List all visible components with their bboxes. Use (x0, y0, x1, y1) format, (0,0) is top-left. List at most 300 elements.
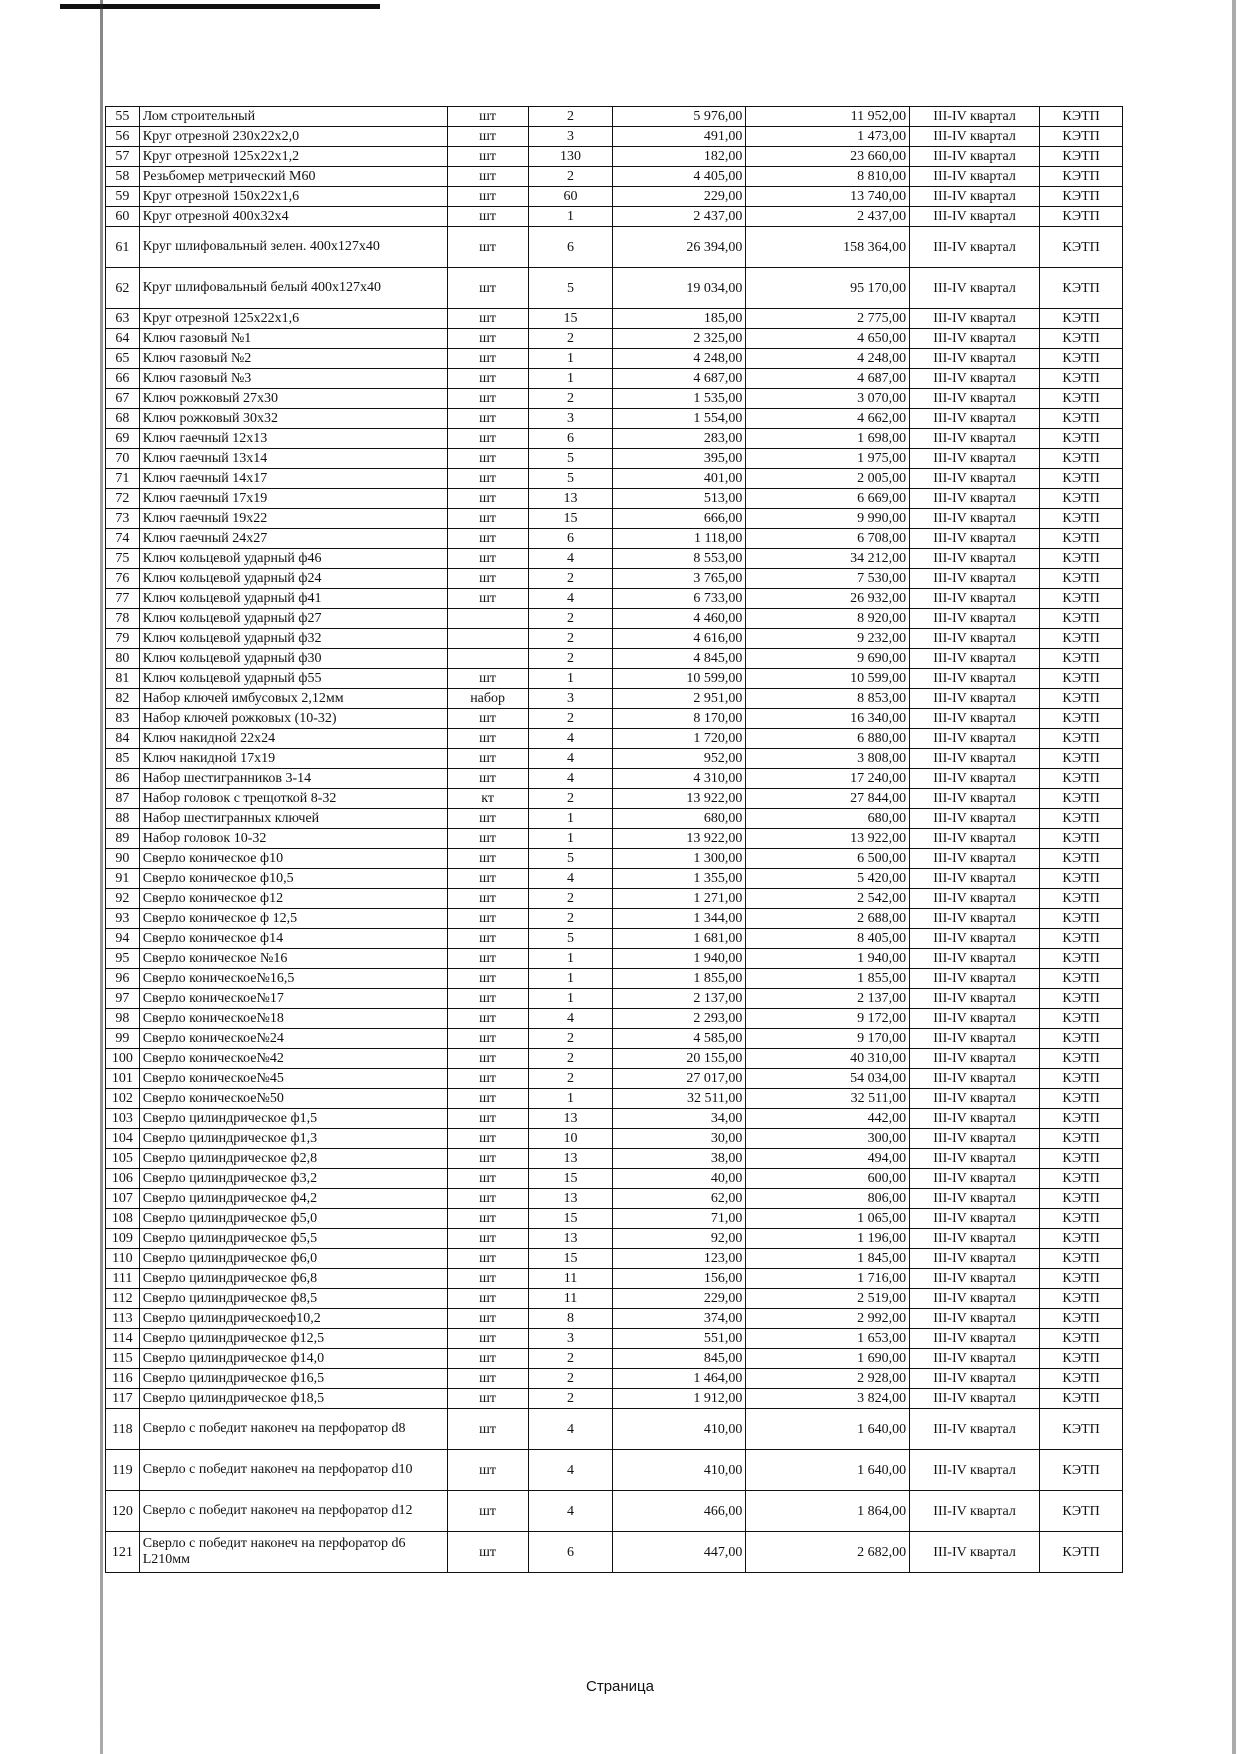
item-total: 10 599,00 (746, 669, 910, 689)
item-price: 2 325,00 (613, 329, 746, 349)
department-code: КЭТП (1040, 789, 1123, 809)
item-price: 13 922,00 (613, 829, 746, 849)
item-price: 4 616,00 (613, 629, 746, 649)
item-unit: шт (447, 409, 528, 429)
table-row (106, 429, 1123, 449)
row-number: 117 (106, 1389, 140, 1409)
item-name: Круг шлифовальный белый 400х127х40 (139, 268, 447, 309)
item-total: 3 808,00 (746, 749, 910, 769)
item-total: 2 542,00 (746, 889, 910, 909)
delivery-period: III-IV квартал (910, 689, 1040, 709)
delivery-period: III-IV квартал (910, 1329, 1040, 1349)
table-row (106, 207, 1123, 227)
item-name: Ключ гаечный 24х27 (139, 529, 447, 549)
delivery-period: III-IV квартал (910, 1309, 1040, 1329)
item-total: 6 500,00 (746, 849, 910, 869)
item-quantity: 8 (528, 1309, 613, 1329)
item-price: 845,00 (613, 1349, 746, 1369)
table-row (106, 769, 1123, 789)
item-total: 4 687,00 (746, 369, 910, 389)
department-code: КЭТП (1040, 889, 1123, 909)
table-row (106, 749, 1123, 769)
row-number: 107 (106, 1189, 140, 1209)
item-price: 2 293,00 (613, 1009, 746, 1029)
table-row (106, 349, 1123, 369)
item-price: 374,00 (613, 1309, 746, 1329)
department-code: КЭТП (1040, 1109, 1123, 1129)
item-name: Ключ накидной 22х24 (139, 729, 447, 749)
row-number: 100 (106, 1049, 140, 1069)
row-number: 101 (106, 1069, 140, 1089)
department-code: КЭТП (1040, 1450, 1123, 1491)
delivery-period: III-IV квартал (910, 829, 1040, 849)
item-quantity: 2 (528, 649, 613, 669)
item-total: 9 990,00 (746, 509, 910, 529)
item-price: 229,00 (613, 1289, 746, 1309)
department-code: КЭТП (1040, 309, 1123, 329)
delivery-period: III-IV квартал (910, 469, 1040, 489)
item-total: 4 248,00 (746, 349, 910, 369)
item-price: 62,00 (613, 1189, 746, 1209)
item-unit: шт (447, 769, 528, 789)
item-quantity: 1 (528, 969, 613, 989)
item-quantity: 2 (528, 1349, 613, 1369)
item-quantity: 5 (528, 469, 613, 489)
item-name: Сверло коническое№24 (139, 1029, 447, 1049)
table-row (106, 809, 1123, 829)
department-code: КЭТП (1040, 1309, 1123, 1329)
item-name: Сверло цилиндрическое ф6,8 (139, 1269, 447, 1289)
delivery-period: III-IV квартал (910, 1369, 1040, 1389)
delivery-period: III-IV квартал (910, 889, 1040, 909)
item-total: 494,00 (746, 1149, 910, 1169)
item-price: 1 912,00 (613, 1389, 746, 1409)
row-number: 99 (106, 1029, 140, 1049)
table-row (106, 969, 1123, 989)
table-row (106, 1309, 1123, 1329)
item-name: Сверло цилиндрическое ф2,8 (139, 1149, 447, 1169)
items-table (105, 106, 1123, 1573)
item-unit: кт (447, 789, 528, 809)
row-number: 75 (106, 549, 140, 569)
item-quantity: 60 (528, 187, 613, 207)
item-quantity: 6 (528, 227, 613, 268)
row-number: 64 (106, 329, 140, 349)
item-total: 4 650,00 (746, 329, 910, 349)
item-price: 182,00 (613, 147, 746, 167)
row-number: 77 (106, 589, 140, 609)
delivery-period: III-IV квартал (910, 809, 1040, 829)
delivery-period: III-IV квартал (910, 609, 1040, 629)
table-row (106, 529, 1123, 549)
table-row (106, 469, 1123, 489)
row-number: 93 (106, 909, 140, 929)
row-number: 91 (106, 869, 140, 889)
item-total: 40 310,00 (746, 1049, 910, 1069)
item-unit: набор (447, 689, 528, 709)
delivery-period: III-IV квартал (910, 529, 1040, 549)
item-total: 6 669,00 (746, 489, 910, 509)
table-row (106, 689, 1123, 709)
item-price: 10 599,00 (613, 669, 746, 689)
item-name: Сверло цилиндрическое ф3,2 (139, 1169, 447, 1189)
delivery-period: III-IV квартал (910, 1249, 1040, 1269)
item-name: Набор головок 10-32 (139, 829, 447, 849)
department-code: КЭТП (1040, 389, 1123, 409)
item-unit: шт (447, 1009, 528, 1029)
item-price: 680,00 (613, 809, 746, 829)
item-unit (447, 649, 528, 669)
row-number: 73 (106, 509, 140, 529)
row-number: 61 (106, 227, 140, 268)
table-row (106, 1109, 1123, 1129)
item-quantity: 2 (528, 1049, 613, 1069)
item-name: Резьбомер метрический М60 (139, 167, 447, 187)
item-name: Сверло коническое ф 12,5 (139, 909, 447, 929)
row-number: 79 (106, 629, 140, 649)
item-unit: шт (447, 1269, 528, 1289)
delivery-period: III-IV квартал (910, 127, 1040, 147)
item-unit: шт (447, 309, 528, 329)
row-number: 62 (106, 268, 140, 309)
item-total: 2 005,00 (746, 469, 910, 489)
row-number: 60 (106, 207, 140, 227)
item-name: Ключ гаечный 12х13 (139, 429, 447, 449)
item-price: 1 720,00 (613, 729, 746, 749)
item-name: Ключ газовый №1 (139, 329, 447, 349)
item-price: 13 922,00 (613, 789, 746, 809)
department-code: КЭТП (1040, 769, 1123, 789)
item-unit (447, 629, 528, 649)
item-price: 71,00 (613, 1209, 746, 1229)
item-name: Сверло цилиндрическое ф1,3 (139, 1129, 447, 1149)
delivery-period: III-IV квартал (910, 1169, 1040, 1189)
item-name: Круг отрезной 150х22х1,6 (139, 187, 447, 207)
item-name: Круг отрезной 125х22х1,2 (139, 147, 447, 167)
department-code: КЭТП (1040, 1069, 1123, 1089)
item-quantity: 5 (528, 849, 613, 869)
item-quantity: 4 (528, 1491, 613, 1532)
item-total: 1 196,00 (746, 1229, 910, 1249)
item-total: 600,00 (746, 1169, 910, 1189)
delivery-period: III-IV квартал (910, 147, 1040, 167)
item-price: 513,00 (613, 489, 746, 509)
item-name: Набор шестигранников 3-14 (139, 769, 447, 789)
department-code: КЭТП (1040, 929, 1123, 949)
delivery-period: III-IV квартал (910, 849, 1040, 869)
department-code: КЭТП (1040, 949, 1123, 969)
item-price: 410,00 (613, 1450, 746, 1491)
item-name: Сверло коническое №16 (139, 949, 447, 969)
item-total: 300,00 (746, 1129, 910, 1149)
delivery-period: III-IV квартал (910, 449, 1040, 469)
department-code: КЭТП (1040, 709, 1123, 729)
item-name: Круг шлифовальный зелен. 400х127х40 (139, 227, 447, 268)
item-price: 20 155,00 (613, 1049, 746, 1069)
item-quantity: 15 (528, 1209, 613, 1229)
table-row (106, 1269, 1123, 1289)
item-price: 123,00 (613, 1249, 746, 1269)
row-number: 102 (106, 1089, 140, 1109)
item-name: Сверло цилиндрическое ф16,5 (139, 1369, 447, 1389)
item-total: 1 716,00 (746, 1269, 910, 1289)
item-quantity: 3 (528, 127, 613, 147)
table-row (106, 329, 1123, 349)
item-price: 551,00 (613, 1329, 746, 1349)
item-unit: шт (447, 349, 528, 369)
item-price: 1 118,00 (613, 529, 746, 549)
item-quantity: 6 (528, 529, 613, 549)
table-row (106, 989, 1123, 1009)
delivery-period: III-IV квартал (910, 268, 1040, 309)
row-number: 74 (106, 529, 140, 549)
item-price: 2 437,00 (613, 207, 746, 227)
item-quantity: 4 (528, 749, 613, 769)
item-name: Сверло цилиндрическое ф6,0 (139, 1249, 447, 1269)
item-unit: шт (447, 1532, 528, 1573)
item-unit: шт (447, 147, 528, 167)
department-code: КЭТП (1040, 349, 1123, 369)
item-total: 2 682,00 (746, 1532, 910, 1573)
department-code: КЭТП (1040, 869, 1123, 889)
item-total: 8 405,00 (746, 929, 910, 949)
item-quantity: 4 (528, 589, 613, 609)
row-number: 63 (106, 309, 140, 329)
item-name: Сверло коническое№45 (139, 1069, 447, 1089)
department-code: КЭТП (1040, 1089, 1123, 1109)
row-number: 55 (106, 107, 140, 127)
delivery-period: III-IV квартал (910, 167, 1040, 187)
table-row (106, 369, 1123, 389)
item-price: 27 017,00 (613, 1069, 746, 1089)
item-name: Ключ накидной 17х19 (139, 749, 447, 769)
delivery-period: III-IV квартал (910, 569, 1040, 589)
item-total: 32 511,00 (746, 1089, 910, 1109)
item-total: 442,00 (746, 1109, 910, 1129)
item-unit: шт (447, 949, 528, 969)
item-total: 11 952,00 (746, 107, 910, 127)
item-total: 2 688,00 (746, 909, 910, 929)
item-quantity: 13 (528, 1109, 613, 1129)
table-row (106, 509, 1123, 529)
department-code: КЭТП (1040, 207, 1123, 227)
delivery-period: III-IV квартал (910, 207, 1040, 227)
department-code: КЭТП (1040, 1249, 1123, 1269)
table-row (106, 449, 1123, 469)
department-code: КЭТП (1040, 187, 1123, 207)
delivery-period: III-IV квартал (910, 1450, 1040, 1491)
item-total: 23 660,00 (746, 147, 910, 167)
row-number: 115 (106, 1349, 140, 1369)
delivery-period: III-IV квартал (910, 789, 1040, 809)
department-code: КЭТП (1040, 1389, 1123, 1409)
row-number: 81 (106, 669, 140, 689)
department-code: КЭТП (1040, 1029, 1123, 1049)
row-number: 119 (106, 1450, 140, 1491)
item-total: 1 845,00 (746, 1249, 910, 1269)
item-name: Сверло с победит наконеч на перфоратор d6 L210мм (139, 1532, 447, 1573)
department-code: КЭТП (1040, 509, 1123, 529)
department-code: КЭТП (1040, 569, 1123, 589)
item-name: Ключ кольцевой ударный ф24 (139, 569, 447, 589)
item-unit: шт (447, 1309, 528, 1329)
item-total: 8 920,00 (746, 609, 910, 629)
item-name: Сверло цилиндрическое ф1,5 (139, 1109, 447, 1129)
delivery-period: III-IV квартал (910, 1532, 1040, 1573)
item-price: 40,00 (613, 1169, 746, 1189)
delivery-period: III-IV квартал (910, 1209, 1040, 1229)
item-unit: шт (447, 107, 528, 127)
row-number: 66 (106, 369, 140, 389)
delivery-period: III-IV квартал (910, 1189, 1040, 1209)
delivery-period: III-IV квартал (910, 869, 1040, 889)
item-total: 54 034,00 (746, 1069, 910, 1089)
item-total: 1 864,00 (746, 1491, 910, 1532)
item-unit: шт (447, 1169, 528, 1189)
item-name: Сверло с победит наконеч на перфоратор d12 (139, 1491, 447, 1532)
row-number: 83 (106, 709, 140, 729)
item-quantity: 15 (528, 1169, 613, 1189)
item-total: 680,00 (746, 809, 910, 829)
department-code: КЭТП (1040, 1189, 1123, 1209)
table-row (106, 1491, 1123, 1532)
item-price: 30,00 (613, 1129, 746, 1149)
page-footer-label: Страница (586, 1678, 654, 1695)
item-name: Сверло коническое ф10 (139, 849, 447, 869)
table-row (106, 107, 1123, 127)
item-quantity: 15 (528, 1249, 613, 1269)
table-row (106, 1229, 1123, 1249)
department-code: КЭТП (1040, 849, 1123, 869)
table-row (106, 1249, 1123, 1269)
row-number: 58 (106, 167, 140, 187)
department-code: КЭТП (1040, 1369, 1123, 1389)
department-code: КЭТП (1040, 1491, 1123, 1532)
table-row (106, 1409, 1123, 1450)
item-unit: шт (447, 1349, 528, 1369)
delivery-period: III-IV квартал (910, 649, 1040, 669)
item-unit: шт (447, 1389, 528, 1409)
item-total: 34 212,00 (746, 549, 910, 569)
item-unit: шт (447, 709, 528, 729)
delivery-period: III-IV квартал (910, 969, 1040, 989)
table-row (106, 489, 1123, 509)
item-quantity: 4 (528, 1409, 613, 1450)
table-row (106, 1029, 1123, 1049)
table-row (106, 1169, 1123, 1189)
item-quantity: 1 (528, 369, 613, 389)
item-unit: шт (447, 207, 528, 227)
delivery-period: III-IV квартал (910, 509, 1040, 529)
item-quantity: 2 (528, 609, 613, 629)
item-quantity: 13 (528, 1229, 613, 1249)
delivery-period: III-IV квартал (910, 107, 1040, 127)
delivery-period: III-IV квартал (910, 389, 1040, 409)
item-price: 4 310,00 (613, 769, 746, 789)
item-name: Сверло коническое№50 (139, 1089, 447, 1109)
department-code: КЭТП (1040, 729, 1123, 749)
delivery-period: III-IV квартал (910, 1069, 1040, 1089)
delivery-period: III-IV квартал (910, 1089, 1040, 1109)
delivery-period: III-IV квартал (910, 1389, 1040, 1409)
item-total: 1 940,00 (746, 949, 910, 969)
delivery-period: III-IV квартал (910, 549, 1040, 569)
table-row (106, 1129, 1123, 1149)
row-number: 70 (106, 449, 140, 469)
department-code: КЭТП (1040, 1269, 1123, 1289)
item-unit: шт (447, 729, 528, 749)
department-code: КЭТП (1040, 227, 1123, 268)
item-quantity: 1 (528, 829, 613, 849)
item-name: Набор шестигранных ключей (139, 809, 447, 829)
item-price: 401,00 (613, 469, 746, 489)
item-price: 34,00 (613, 1109, 746, 1129)
table-row (106, 1329, 1123, 1349)
item-name: Сверло с победит наконеч на перфоратор d8 (139, 1409, 447, 1450)
item-unit: шт (447, 589, 528, 609)
department-code: КЭТП (1040, 1409, 1123, 1450)
delivery-period: III-IV квартал (910, 669, 1040, 689)
department-code: КЭТП (1040, 969, 1123, 989)
item-unit: шт (447, 869, 528, 889)
item-price: 1 855,00 (613, 969, 746, 989)
item-name: Сверло цилиндрическое ф14,0 (139, 1349, 447, 1369)
item-name: Ключ гаечный 17х19 (139, 489, 447, 509)
table-row (106, 167, 1123, 187)
item-unit: шт (447, 167, 528, 187)
table-row (106, 1209, 1123, 1229)
item-unit: шт (447, 1029, 528, 1049)
department-code: КЭТП (1040, 529, 1123, 549)
department-code: КЭТП (1040, 589, 1123, 609)
item-unit: шт (447, 809, 528, 829)
item-unit: шт (447, 849, 528, 869)
item-unit: шт (447, 389, 528, 409)
table-row (106, 649, 1123, 669)
department-code: КЭТП (1040, 909, 1123, 929)
delivery-period: III-IV квартал (910, 1349, 1040, 1369)
item-quantity: 2 (528, 1029, 613, 1049)
item-price: 1 940,00 (613, 949, 746, 969)
delivery-period: III-IV квартал (910, 929, 1040, 949)
item-total: 95 170,00 (746, 268, 910, 309)
item-price: 92,00 (613, 1229, 746, 1249)
item-name: Сверло цилиндрическое ф4,2 (139, 1189, 447, 1209)
item-price: 26 394,00 (613, 227, 746, 268)
item-total: 1 653,00 (746, 1329, 910, 1349)
row-number: 56 (106, 127, 140, 147)
department-code: КЭТП (1040, 1329, 1123, 1349)
item-name: Круг отрезной 125х22х1,6 (139, 309, 447, 329)
item-name: Сверло с победит наконеч на перфоратор d10 (139, 1450, 447, 1491)
item-total: 1 640,00 (746, 1450, 910, 1491)
item-price: 8 170,00 (613, 709, 746, 729)
item-total: 2 137,00 (746, 989, 910, 1009)
item-total: 6 880,00 (746, 729, 910, 749)
table-row (106, 227, 1123, 268)
department-code: КЭТП (1040, 669, 1123, 689)
item-quantity: 1 (528, 349, 613, 369)
table-row (106, 589, 1123, 609)
item-name: Сверло коническое ф14 (139, 929, 447, 949)
item-unit: шт (447, 1069, 528, 1089)
item-quantity: 2 (528, 709, 613, 729)
item-unit: шт (447, 529, 528, 549)
item-total: 9 232,00 (746, 629, 910, 649)
item-quantity: 15 (528, 509, 613, 529)
item-price: 1 535,00 (613, 389, 746, 409)
table-row (106, 1289, 1123, 1309)
